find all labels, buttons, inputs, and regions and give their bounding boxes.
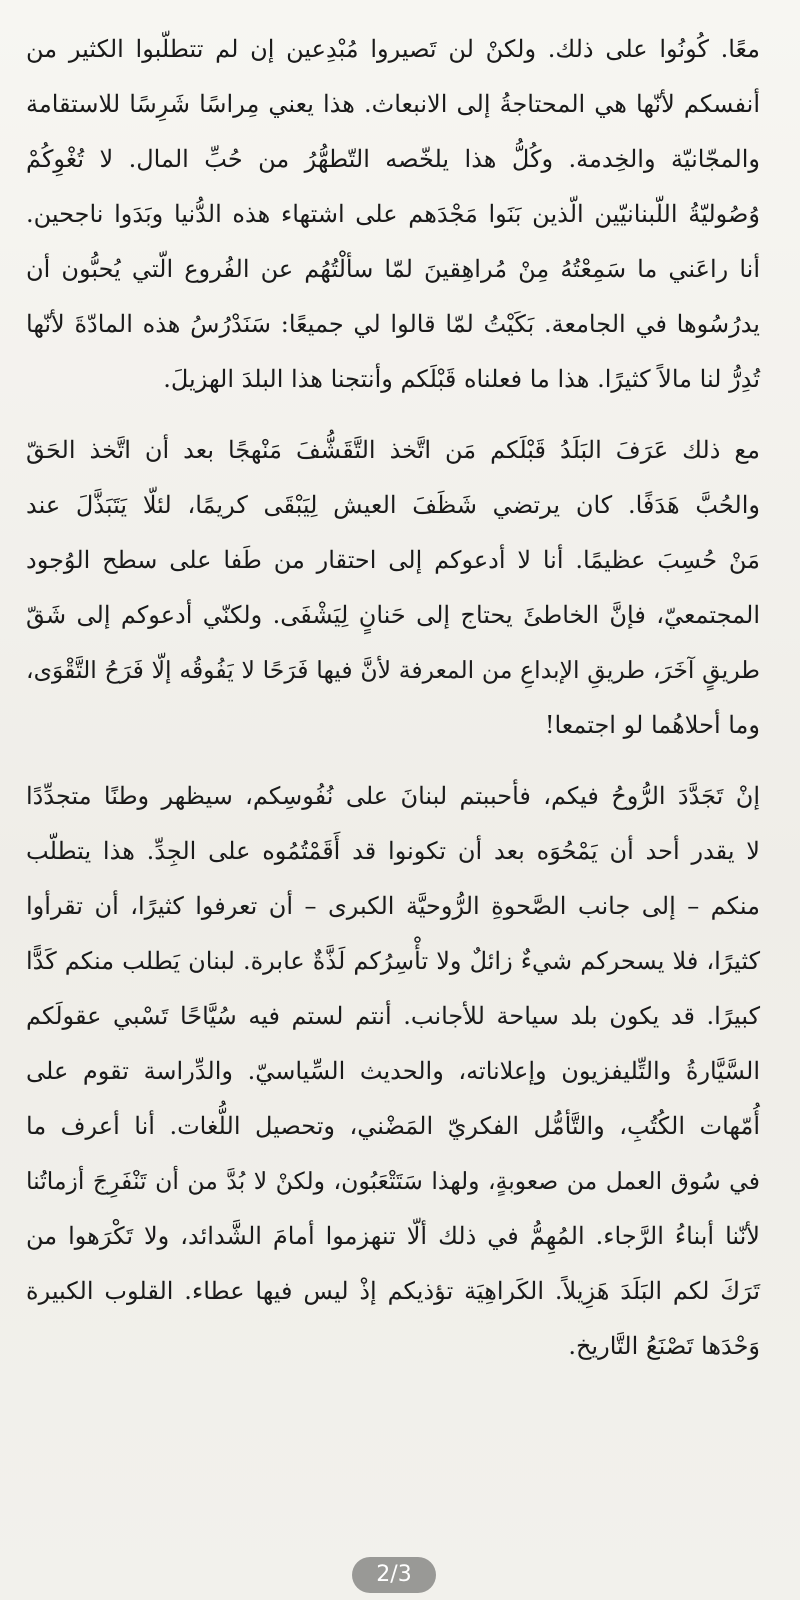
text-line: منكم – إلى جانب الصَّحوةِ الرُّوحيَّة الكبرى – أن تعرفوا كثيرًا، أن تقرأوا — [26, 892, 760, 920]
paragraph-2 — [26, 423, 760, 753]
text-line: أُمّهات الكُتُبِ، والتَّأمُّل الفكريّ المَضْني، وتحصيل اللُّغات. أنا أعرف ما — [26, 1112, 760, 1140]
text-line: تُدِرُّ لنا مالاً كثيرًا. هذا ما فعلناه قَبْلَكم وأنتجنا هذا البلدَ الهزيلَ. — [163, 365, 760, 393]
text-line: إنْ تَجَدَّدَ الرُّوحُ فيكم، فأحببتم لبنانَ على نُفُوسِكم، سيظهر وطنًا متجدِّدًا — [26, 782, 760, 810]
text-line: يدرُسُوها في الجامعة. بَكَيْتُ لمّا قالوا لي جميعًا: سَنَدْرُسُ هذه المادّةَ لأنّها — [26, 310, 760, 338]
page-indicator-badge: 2/3 — [352, 1557, 436, 1593]
text-line: معًا. كُونُوا على ذلك. ولكنْ لن تَصيروا مُبْدِعين إن لم تتطلّبوا الكثير من — [26, 35, 760, 63]
text-line: لا يقدر أحد أن يَمْحُوَه بعد أن تكونوا قد أَقَمْتُمُوه على الجِدِّ. هذا يتطلّب — [26, 837, 760, 865]
text-line: وُصُوليّةُ اللّبنانيّين الّذين بَنَوا مَجْدَهم على اشتهاء هذه الدُّنيا وبَدَوا ناجحين. — [26, 200, 760, 228]
text-line: السَّيَّارةُ والتِّليفزيون وإعلاناته، والحديث السِّياسيّ. والدِّراسة تقوم على — [26, 1057, 760, 1085]
text-line: أنا راعَني ما سَمِعْتُهُ مِنْ مُراهِقينَ لمّا سألْتُهُم عن الفُروع الّتي يُحبُّون أن — [26, 255, 760, 283]
text-line: أنفسكم لأنّها هي المحتاجةُ إلى الانبعاث. هذا يعني مِراسًا شَرِسًا للاستقامة — [26, 90, 761, 118]
text-line: كثيرًا، فلا يسحركم شيءٌ زائلٌ ولا تأْسِرُكم لَذَّةٌ عابرة. لبنان يَطلب منكم كَدًّا — [26, 947, 760, 975]
text-line: وَحْدَها تَصْنَعُ التَّاريخ. — [568, 1332, 760, 1360]
text-line: المجتمعيّ، فإنَّ الخاطئَ يحتاج إلى حَنانٍ لِيَشْفَى. ولكنّي أدعوكم إلى شَقّ — [26, 601, 760, 629]
text-line: في سُوق العمل من صعوبةٍ، ولهذا سَتَتْعَبُون، ولكنْ لا بُدَّ من أن تَنْفَرِجَ أزماتُنا — [26, 1167, 760, 1195]
paragraph-1 — [26, 22, 760, 407]
text-line: وما أحلاهُما لو اجتمعا! — [544, 711, 760, 739]
document-text — [26, 22, 760, 1390]
paragraph-3 — [26, 769, 760, 1374]
text-line: والمجّانيّة والخِدمة. وكُلُّ هذا يلخّصه التّطهُّرُ من حُبِّ المال. لا تُغْوِكُمْ — [26, 145, 760, 173]
text-line: طريقٍ آخَرَ، طريقِ الإبداعِ من المعرفة لأنَّ فيها فَرَحًا لا يَفُوقُه إلّا فَرَحُ التَّقْوَى، — [26, 656, 760, 684]
text-line: تَرَكَ لكم البَلَدَ هَزِيلاً. الكَراهِيَة تؤذيكم إذْ ليس فيها عطاء. القلوب الكبيرة — [26, 1277, 760, 1305]
text-line: لأنّنا أبناءُ الرَّجاء. المُهِمُّ في ذلك ألّا تنهزموا أمامَ الشَّدائد، ولا تَكْرَهوا من — [26, 1222, 760, 1250]
text-line: مَنْ حُسِبَ عظيمًا. أنا لا أدعوكم إلى احتقار من طَفا على سطح الوُجود — [26, 546, 760, 574]
text-line: مع ذلك عَرَفَ البَلَدُ قَبْلَكم مَن اتَّخذ التَّقَشُّفَ مَنْهجًا بعد أن اتَّخذ الحَقّ — [26, 436, 760, 464]
text-line: والحُبَّ هَدَفًا. كان يرتضي شَظَفَ العيش لِيَبْقَى كريمًا، لئلّا يَتَبَذَّلَ عند — [26, 491, 760, 519]
text-line: كبيرًا. قد يكون بلد سياحة للأجانب. أنتم لستم فيه سُيَّاحًا تَسْبي عقولَكم — [26, 1002, 760, 1030]
